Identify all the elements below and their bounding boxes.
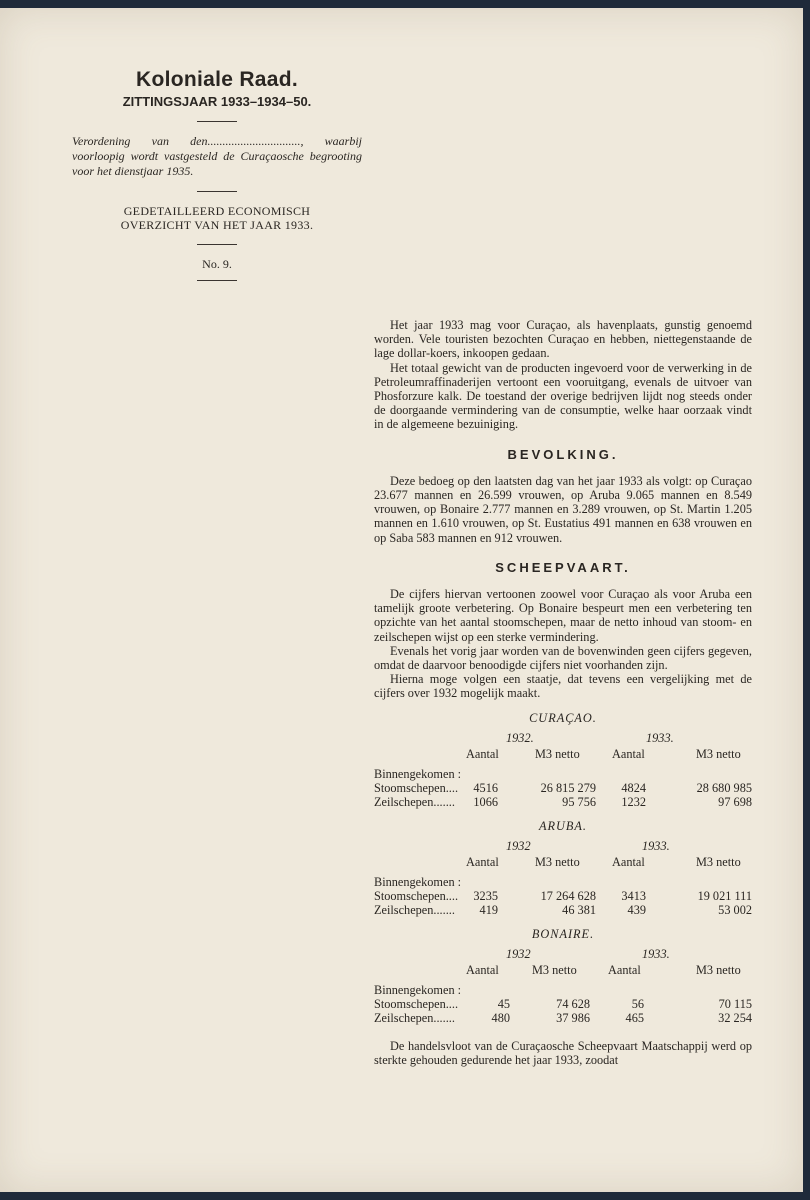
cell: 53 002 xyxy=(718,903,752,918)
year-1933: 1933. xyxy=(646,730,674,745)
table-bonaire xyxy=(374,927,752,1025)
col-m3-1933: M3 netto xyxy=(696,963,741,978)
cell: 19 021 111 xyxy=(697,889,752,904)
col-aantal-1933: Aantal xyxy=(608,963,641,978)
year-1932: 1932 xyxy=(506,947,531,962)
session-year: ZITTINGSJAAR 1933–1934–50. xyxy=(122,94,312,109)
col-m3-1933: M3 netto xyxy=(696,855,741,870)
col-m3-1932: M3 netto xyxy=(532,963,577,978)
table-row xyxy=(374,903,752,917)
region-name: ARUBA. xyxy=(538,818,587,833)
arrived-label: Binnengekomen : xyxy=(374,875,462,890)
year-1933: 1933. xyxy=(642,839,670,854)
header-block xyxy=(72,68,362,293)
cell: 4516 xyxy=(473,780,498,795)
table-row xyxy=(374,889,752,903)
region-name: CURAÇAO. xyxy=(529,710,597,725)
body-column xyxy=(374,318,752,1068)
cell: 56 xyxy=(631,997,644,1012)
cell: 4824 xyxy=(621,780,646,795)
cell: 439 xyxy=(627,903,646,918)
col-aantal-1933: Aantal xyxy=(612,855,645,870)
cell: 419 xyxy=(479,903,498,918)
col-aantal-1932: Aantal xyxy=(466,855,499,870)
col-m3-1932: M3 netto xyxy=(535,855,580,870)
cell: 1232 xyxy=(621,794,646,809)
cell: 45 xyxy=(497,997,510,1012)
cell: 3413 xyxy=(621,889,646,904)
page-title: Koloniale Raad. xyxy=(135,68,299,91)
cell: 465 xyxy=(625,1011,644,1026)
document-number: No. 9. xyxy=(202,257,232,271)
year-1932: 1932 xyxy=(506,839,531,854)
shipping-paragraph-1: De cijfers hiervan vertoonen zoowel voor Curaçao als voor Aruba een tamelijk groote verbetering. Op Bonaire bespeurt men een verbetering ten opzichte van het aantal stoomschepen, maar de netto inhoud van stoom- en zeilschepen wijst op een sterke vermindering. xyxy=(374,587,752,644)
year-1932: 1932. xyxy=(506,730,534,745)
cell: 95 756 xyxy=(562,794,596,809)
cell: 28 680 985 xyxy=(696,780,752,795)
table-row xyxy=(374,997,752,1011)
shipping-paragraph-2: Evenals het vorig jaar worden van de bovenwinden geen cijfers gegeven, omdat de daarvoor benoodigde cijfers niet voorhanden zijn. xyxy=(374,643,752,673)
row-label: Zeilschepen....... xyxy=(374,1011,455,1026)
arrived-label: Binnengekomen : xyxy=(374,766,462,781)
cell: 1066 xyxy=(473,794,498,809)
divider xyxy=(197,191,237,192)
arrived-label: Binnengekomen : xyxy=(374,983,462,998)
document-page xyxy=(0,8,803,1192)
cell: 46 381 xyxy=(562,903,596,918)
closing-paragraph: De handelsvloot van de Curaçaosche Scheepvaart Maatschappij werd op sterkte gehouden gedurende het jaar 1933, zoodat xyxy=(374,1039,752,1068)
col-aantal-1932: Aantal xyxy=(466,963,499,978)
year-1933: 1933. xyxy=(642,947,670,962)
intro-paragraph-2: Het totaal gewicht van de producten ingevoerd voor de verwerking in de Petroleumraffinaderijen vertoont een vooruitgang, evenals de uitvoer van Phosforzure kalk. De toestand der overige bedrijven lijdt nog steeds onder de doorgaande vermindering van de consumptie, welke haar oorzaak vindt in de algemeene bezuiniging. xyxy=(374,360,752,432)
region-name: BONAIRE. xyxy=(531,927,595,942)
row-label: Stoomschepen.... xyxy=(374,997,459,1012)
ordinance-text: Verordening van den..............................., waarbij voorloopig wordt vastgesteld de Curaçaosche begrooting voor het dienstjaar 1935. xyxy=(72,134,362,178)
col-aantal-1933: Aantal xyxy=(612,746,645,761)
cell: 3235 xyxy=(473,889,498,904)
overview-title-line1: GEDETAILLEERD ECONOMISCH xyxy=(123,204,311,218)
cell: 17 264 628 xyxy=(540,889,596,904)
divider xyxy=(197,121,237,122)
cell: 32 254 xyxy=(718,1011,752,1026)
intro-paragraph-1: Het jaar 1933 mag voor Curaçao, als havenplaats, gunstig genoemd worden. Vele touristen bezochten Curaçao en hebben, niettegenstaande de lage dollar-koers, inkoopen gedaan. xyxy=(374,318,752,361)
col-m3-1932: M3 netto xyxy=(535,746,580,761)
cell: 74 628 xyxy=(556,997,590,1012)
table-curacao xyxy=(374,711,752,809)
cell: 97 698 xyxy=(718,794,752,809)
overview-title-line2: OVERZICHT VAN HET JAAR 1933. xyxy=(120,218,314,232)
row-label: Stoomschepen.... xyxy=(374,780,459,795)
divider xyxy=(197,244,237,245)
table-aruba xyxy=(374,819,752,917)
table-row xyxy=(374,1011,752,1025)
cell: 480 xyxy=(491,1011,510,1026)
shipping-heading: SCHEEPVAART. xyxy=(495,559,631,575)
cell: 70 115 xyxy=(718,997,752,1012)
cell: 26 815 279 xyxy=(540,780,596,795)
col-m3-1933: M3 netto xyxy=(696,746,741,761)
row-label: Zeilschepen....... xyxy=(374,903,455,918)
cell: 37 986 xyxy=(556,1011,590,1026)
divider xyxy=(197,280,237,281)
col-aantal-1932: Aantal xyxy=(466,746,499,761)
row-label: Zeilschepen....... xyxy=(374,794,455,809)
population-paragraph: Deze bedoeg op den laatsten dag van het jaar 1933 als volgt: op Curaçao 23.677 mannen en 26.599 vrouwen, op Aruba 9.065 mannen en 8.549 vrouwen, op Bonaire 2.777 mannen en 3.289 vrouwen, op St. Martin 1.205 mannen en 1.610 vrouwen, op St. Eustatius 491 mannen en 638 vrouwen en op Saba 583 mannen en 912 vrouwen. xyxy=(374,473,752,545)
table-row xyxy=(374,795,752,809)
table-row xyxy=(374,781,752,795)
shipping-paragraph-3: Hierna moge volgen een staatje, dat tevens een vergelijking met de cijfers over 1932 mogelijk maakt. xyxy=(374,672,752,701)
population-heading: BEVOLKING. xyxy=(507,446,619,462)
row-label: Stoomschepen.... xyxy=(374,889,459,904)
